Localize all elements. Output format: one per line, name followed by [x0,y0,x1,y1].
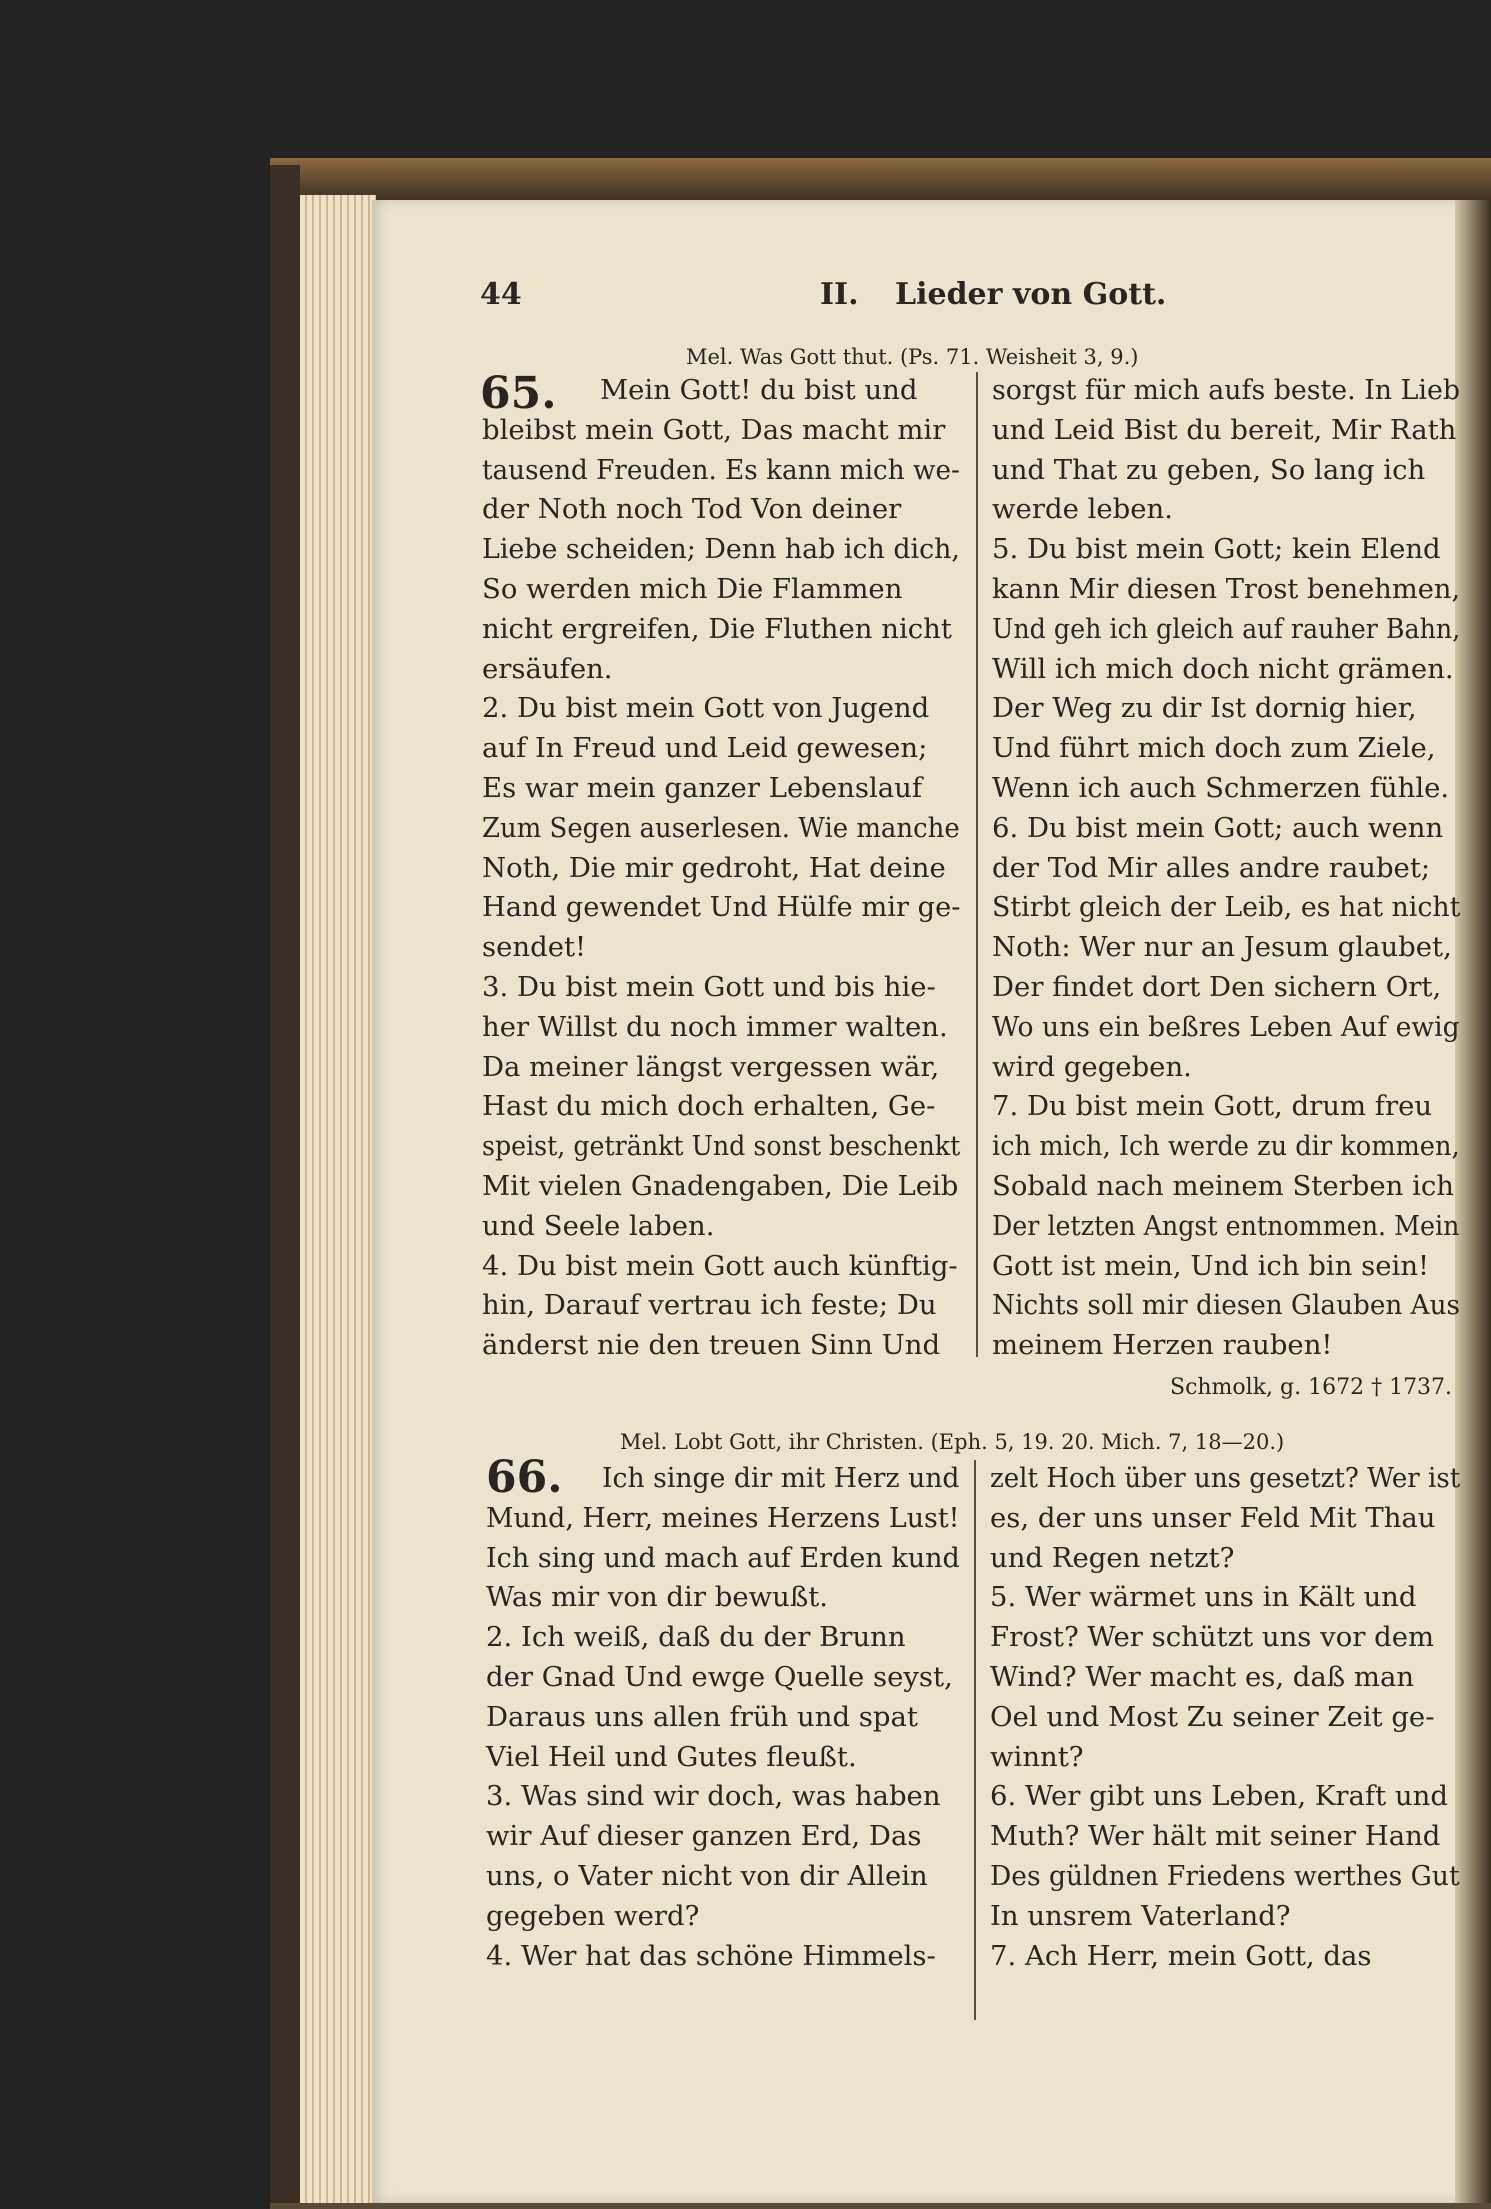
text-line: Es war mein ganzer Lebenslauf [482,772,923,804]
text-line: 7. Ach Herr, mein Gott, das [990,1939,1372,1972]
text-line: 6. Du bist mein Gott; auch wenn [992,811,1444,844]
text-line: zelt Hoch über uns gesetzt? Wer ist [990,1462,1461,1494]
text-line: ich mich, Ich werde zu dir kommen, [992,1130,1460,1163]
text-line: es, der uns unser Feld Mit Thau [990,1501,1436,1534]
text-line: 6. Wer gibt uns Leben, Kraft und [990,1780,1448,1813]
hymn65-attribution: Schmolk, g. 1672 † 1737. [1170,1375,1453,1400]
text-line: tausend Freuden. Es kann mich we- [482,453,960,486]
text-line: 5. Du bist mein Gott; kein Elend [992,533,1441,566]
hymn65-melody: Mel. Was Gott thut. (Ps. 71. Weisheit 3, 9.) [686,345,1139,369]
text-line: ersäufen. [482,652,613,685]
text-line: Und führt mich doch zum Ziele, [992,732,1436,765]
text-line: 3. Du bist mein Gott und bis hie- [482,971,936,1003]
text-line: Und geh ich gleich auf rauher Bahn, [992,612,1461,645]
text-line: hin, Darauf vertrau ich feste; Du [482,1289,937,1322]
text-line: und That zu geben, So lang ich [992,453,1426,486]
text-line: Da meiner längst vergessen wär, [482,1050,940,1083]
text-line: 5. Wer wärmet uns in Kält und [990,1581,1417,1614]
text-line: uns, o Vater nicht von dir Allein [486,1860,928,1892]
text-line: Frost? Wer schützt uns vor dem [990,1621,1435,1654]
text-line: Hand gewendet Und Hülfe mir ge- [482,891,961,924]
hymn65-number: 65. [480,368,557,419]
text-line: Noth: Wer nur an Jesum glaubet, [992,931,1452,964]
text-line: 4. Wer hat das schöne Himmels- [486,1939,936,1972]
text-line: sendet! [482,931,587,964]
text-line: Muth? Wer hält mit seiner Hand [990,1820,1441,1853]
text-line: Wo uns ein beßres Leben Auf ewig [992,1010,1460,1043]
text-line: 2. Ich weiß, daß du der Brunn [486,1621,906,1654]
text-line: Mund, Herr, meines Herzens Lust! [486,1501,960,1534]
text-line: Noth, Die mir gedroht, Hat deine [482,851,946,884]
text-line: änderst nie den treuen Sinn Und [482,1329,941,1362]
text-line: 4. Du bist mein Gott auch künftig- [482,1249,958,1282]
text-line: gegeben werd? [486,1899,700,1932]
text-line: Hast du mich doch erhalten, Ge- [482,1090,936,1123]
text-line: der Tod Mir alles andre raubet; [992,851,1431,884]
text-line: Will ich mich doch nicht grämen. [992,652,1454,685]
hymn66-melody: Mel. Lobt Gott, ihr Christen. (Eph. 5, 19. 20. Mich. 7, 18—20.) [620,1430,1285,1454]
text-line: 7. Du bist mein Gott, drum freu [992,1090,1433,1123]
text-line: auf In Freud und Leid gewesen; [482,732,928,765]
text-line: speist, getränkt Und sonst beschenkt [482,1130,961,1163]
text-line: 2. Du bist mein Gott von Jugend [482,692,930,725]
text-line: Ich singe dir mit Herz und [602,1462,960,1494]
hymn66-number: 66. [486,1452,563,1503]
page-title: Lieder von Gott. [895,277,1167,312]
text-line: her Willst du noch immer walten. [482,1010,948,1043]
text-line: Sobald nach meinem Sterben ich [992,1170,1454,1202]
text-line: 3. Was sind wir doch, was haben [486,1780,941,1813]
text-line: Des güldnen Friedens werthes Gut [990,1860,1460,1892]
section-number: II. [820,277,859,312]
text-line: nicht ergreifen, Die Fluthen nicht [482,612,952,645]
text-line: und Leid Bist du bereit, Mir Rath [992,413,1457,446]
text-line: Was mir von dir bewußt. [486,1581,829,1614]
text-line: der Gnad Und ewge Quelle seyst, [486,1661,953,1693]
text-line: Wind? Wer macht es, daß man [990,1661,1415,1693]
hymn66-column-rule [974,1460,976,2020]
text-line: Viel Heil und Gutes fleußt. [486,1740,857,1773]
text-line: werde leben. [992,493,1173,526]
text-line: Oel und Most Zu seiner Zeit ge- [990,1700,1435,1733]
text-line: wir Auf dieser ganzen Erd, Das [486,1820,922,1853]
text-line: Daraus uns allen früh und spat [486,1700,918,1733]
text-line: wird gegeben. [992,1050,1192,1083]
text-line: Stirbt gleich der Leib, es hat nicht [992,891,1461,924]
page-edges [300,195,376,2203]
text-line: winnt? [990,1740,1084,1773]
book-spine [270,165,300,2203]
text-line: Wenn ich auch Schmerzen fühle. [992,772,1450,804]
text-line: bleibst mein Gott, Das macht mir [482,413,946,446]
text-line: Zum Segen auserlesen. Wie manche [482,811,960,844]
page-number: 44 [480,277,522,312]
text-line: Mein Gott! du bist und [600,374,918,406]
text-line: Gott ist mein, Und ich bin sein! [992,1249,1430,1282]
book-headband [270,158,1491,204]
text-line: Der letzten Angst entnommen. Mein [992,1209,1460,1242]
page-right-edge [1455,200,1491,2203]
hymn65-column-rule [976,372,978,1357]
text-line: sorgst für mich aufs beste. In Lieb [992,374,1461,406]
text-line: der Noth noch Tod Von deiner [482,493,902,526]
text-line: Der findet dort Den sichern Ort, [992,971,1442,1003]
text-line: Nichts soll mir diesen Glauben Aus [992,1289,1460,1322]
text-line: Der Weg zu dir Ist dornig hier, [992,692,1417,725]
text-line: In unsrem Vaterland? [990,1899,1291,1932]
text-line: und Seele laben. [482,1209,715,1242]
text-line: Ich sing und mach auf Erden kund [486,1541,960,1574]
text-line: So werden mich Die Flammen [482,573,903,605]
text-line: Liebe scheiden; Denn hab ich dich, [482,533,960,566]
text-line: und Regen netzt? [990,1541,1235,1574]
text-line: Mit vielen Gnadengaben, Die Leib [482,1170,959,1202]
text-line: meinem Herzen rauben! [992,1329,1333,1362]
text-line: kann Mir diesen Trost benehmen, [992,573,1461,605]
